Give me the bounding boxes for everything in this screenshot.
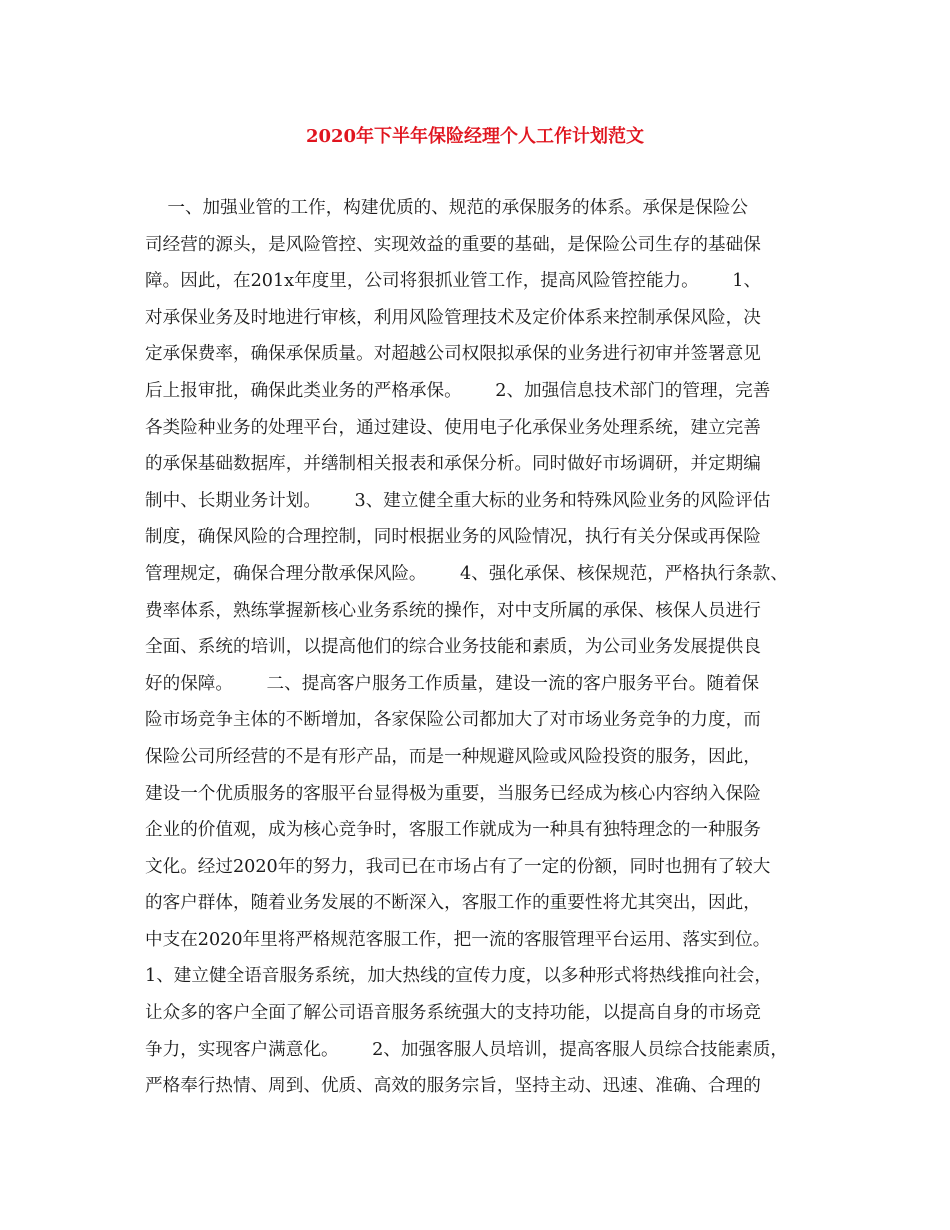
body-line: 中支在2020年里将严格规范客服工作，把一流的客服管理平台运用、落实到位。 — [145, 929, 771, 950]
body-line: 的客户群体，随着业务发展的不断深入，客服工作的重要性将尤其突出，因此， — [145, 893, 761, 914]
body-line: 全面、系统的培训，以提高他们的综合业务技能和素质，为公司业务发展提供良 — [145, 637, 761, 658]
body-line: 障。因此，在201x年度里，公司将狠抓业管工作，提高风险管控能力。 1、 — [145, 271, 762, 292]
body-line: 对承保业务及时地进行审核，利用风险管理技术及定价体系来控制承保风险，决 — [145, 307, 761, 328]
body-line: 好的保障。 二、提高客户服务工作质量，建设一流的客户服务平台。随着保 — [145, 673, 760, 694]
body-line: 争力，实现客户满意化。 2、加强客服人员培训，提高客服人员综合技能素质， — [145, 1039, 788, 1060]
body-line: 制度，确保风险的合理控制，同时根据业务的风险情况，执行有关分保或再保险 — [145, 527, 761, 548]
body-line: 让众多的客户全面了解公司语音服务系统强大的支持功能，以提高自身的市场竞 — [145, 1003, 761, 1024]
body-line: 司经营的源头，是风险管控、实现效益的重要的基础，是保险公司生存的基础保 — [145, 234, 761, 255]
body-line: 建设一个优质服务的客服平台显得极为重要，当服务已经成为核心内容纳入保险 — [145, 783, 761, 804]
body-line: 一、加强业管的工作，构建优质的、规范的承保服务的体系。承保是保险公 — [145, 198, 748, 218]
body-line: 保险公司所经营的不是有形产品，而是一种规避风险或风险投资的服务，因此， — [145, 746, 761, 767]
body-line: 1、建立健全语音服务系统，加大热线的宣传力度，以多种形式将热线推向社会， — [145, 966, 772, 987]
body-line: 险市场竞争主体的不断增加，各家保险公司都加大了对市场业务竞争的力度，而 — [145, 710, 761, 731]
body-line: 后上报审批，确保此类业务的严格承保。 2、加强信息技术部门的管理，完善 — [145, 380, 771, 401]
body-line: 各类险种业务的处理平台，通过建设、使用电子化承保业务处理系统，建立完善 — [145, 417, 761, 438]
body-line: 定承保费率，确保承保质量。对超越公司权限拟承保的业务进行初审并签署意见 — [145, 344, 761, 365]
body-line: 文化。经过2020年的努力，我司已在市场占有了一定的份额，同时也拥有了较大 — [145, 856, 771, 877]
document-title: 2020年下半年保险经理个人工作计划范文 — [305, 126, 645, 147]
body-line: 的承保基础数据库，并缮制相关报表和承保分析。同时做好市场调研，并定期编 — [145, 454, 761, 475]
body-line: 管理规定，确保合理分散承保风险。 4、强化承保、核保规范，严格执行条款、 — [145, 563, 788, 584]
body-line: 费率体系，熟练掌握新核心业务系统的操作，对中支所属的承保、核保人员进行 — [145, 600, 761, 621]
body-line: 严格奉行热情、周到、优质、高效的服务宗旨，坚持主动、迅速、准确、合理的 — [145, 1076, 761, 1097]
document-body — [145, 190, 805, 1105]
body-line: 企业的价值观，成为核心竞争时，客服工作就成为一种具有独特理念的一种服务 — [145, 820, 761, 841]
body-line: 制中、长期业务计划。 3、建立健全重大标的业务和特殊风险业务的风险评估 — [145, 490, 771, 511]
